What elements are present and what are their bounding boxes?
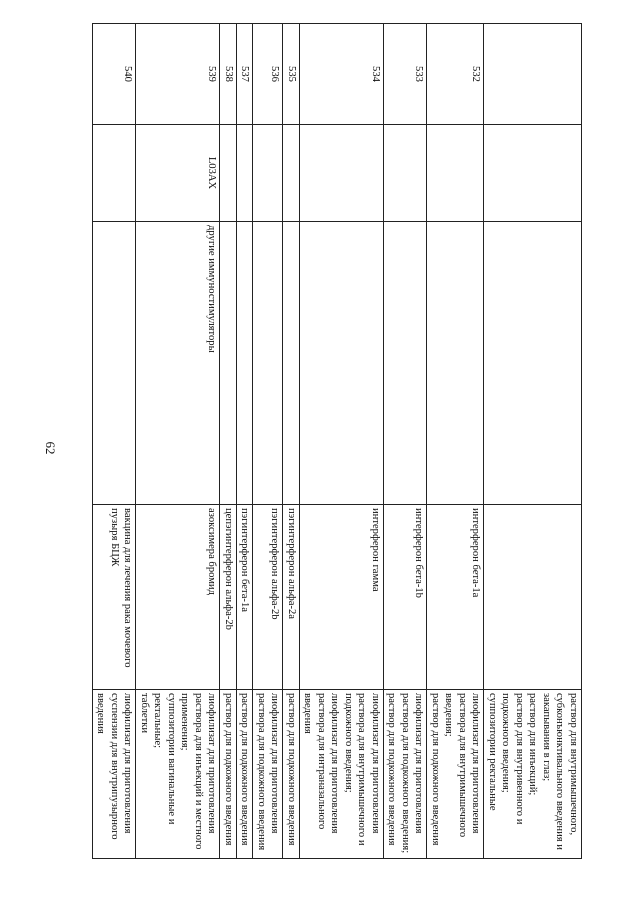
drug-group [427, 222, 484, 505]
drug-group [93, 222, 137, 505]
atc-code [427, 125, 484, 222]
drug-group [253, 222, 283, 505]
dosage-form: лиофилизат для приготовления раствора для внутримышечного введения; [443, 693, 482, 838]
dosage-form: суппозитории ректальные [487, 693, 498, 811]
table-row [220, 24, 237, 859]
dosage-form: раствор для подкожного введения [286, 693, 297, 846]
dosage-form: лиофилизат для приготовления раствора для подкожного введения [256, 693, 281, 851]
atc-code [93, 125, 137, 222]
drug-name: пэгинтерферон альфа-2а [283, 505, 300, 690]
atc-code [300, 125, 384, 222]
table-row [427, 24, 484, 859]
dosage-forms [427, 690, 484, 859]
dosage-forms [300, 690, 384, 859]
dosage-form: раствор для инъекций; [527, 693, 539, 796]
dosage-form: лиофилизат для приготовления раствора для подкожного введения; [400, 693, 425, 854]
dosage-form: раствор для подкожного введения [239, 693, 251, 846]
atc-code [384, 125, 428, 222]
dosage-form: лиофилизат для приготовления раствора для интраназального введения [302, 693, 341, 834]
table-row [136, 24, 220, 859]
dosage-forms [253, 690, 283, 859]
table-row [283, 24, 300, 859]
dosage-forms [220, 690, 237, 859]
table-row [253, 24, 283, 859]
drug-group [384, 222, 428, 505]
table-row [237, 24, 254, 859]
drug-group [484, 222, 582, 505]
drug-name: интерферон бета-1а [427, 505, 484, 690]
dosage-form: раствор для внутривенного и подкожного введения; [500, 693, 525, 825]
drug-group [283, 222, 300, 505]
row-number: 536 [253, 24, 283, 125]
row-number: 538 [220, 24, 237, 125]
atc-code: L03AX [136, 125, 220, 222]
drug-name: вакцина для лечения рака мочевого пузыря БЦЖ [93, 505, 137, 690]
row-number: 534 [300, 24, 384, 125]
drug-table [92, 23, 582, 859]
table-row [93, 24, 137, 859]
dosage-form: таблетки [139, 693, 150, 734]
atc-code [237, 125, 254, 222]
drug-group [300, 222, 384, 505]
dosage-form: лиофилизат для приготовления раствора для инъекций и местного применения; [179, 693, 218, 850]
table-row [384, 24, 428, 859]
row-number: 537 [237, 24, 254, 125]
dosage-form: раствор для внутримышечного, субконъюнктивального введения и закапывания в глаз; [541, 693, 579, 850]
dosage-forms [283, 690, 300, 859]
drug-name: пэгинтерферон бета-1а [237, 505, 254, 690]
row-number: 540 [93, 24, 137, 125]
atc-code [283, 125, 300, 222]
drug-name: интерферон гамма [300, 505, 384, 690]
drug-group: другие иммуностимуляторы [136, 222, 220, 505]
drug-name: азоксимера бромид [136, 505, 220, 690]
page-number: 62 [43, 441, 58, 455]
row-number: 539 [136, 24, 220, 125]
dosage-forms [384, 690, 428, 859]
dosage-form: раствор для подкожного введения [386, 693, 398, 846]
drug-group [220, 222, 237, 505]
dosage-form: раствор для подкожного введения [430, 693, 441, 846]
row-number [484, 24, 582, 125]
table-row [484, 24, 582, 859]
dosage-form: суппозитории вагинальные и ректальные; [152, 693, 177, 825]
rotated-page [97, 23, 582, 858]
dosage-forms [484, 690, 582, 859]
dosage-forms [237, 690, 254, 859]
drug-name [484, 505, 582, 690]
dosage-form: лиофилизат для приготовления суспензии для внутрипузырного введения [95, 693, 134, 840]
row-number: 533 [384, 24, 428, 125]
drug-group [237, 222, 254, 505]
atc-code [484, 125, 582, 222]
dosage-forms [93, 690, 137, 859]
table-row [300, 24, 384, 859]
drug-name: пэгинтерферон альфа-2b [253, 505, 283, 690]
drug-name: цепэгинтерферон альфа-2b [220, 505, 237, 690]
drug-name: интерферон бета-1b [384, 505, 428, 690]
atc-code [220, 125, 237, 222]
dosage-form: раствор для подкожного введения [223, 693, 234, 846]
row-number: 532 [427, 24, 484, 125]
dosage-forms [136, 690, 220, 859]
atc-code [253, 125, 283, 222]
dosage-form: лиофилизат для приготовления раствора для внутримышечного и подкожного введения; [343, 693, 381, 846]
row-number: 535 [283, 24, 300, 125]
